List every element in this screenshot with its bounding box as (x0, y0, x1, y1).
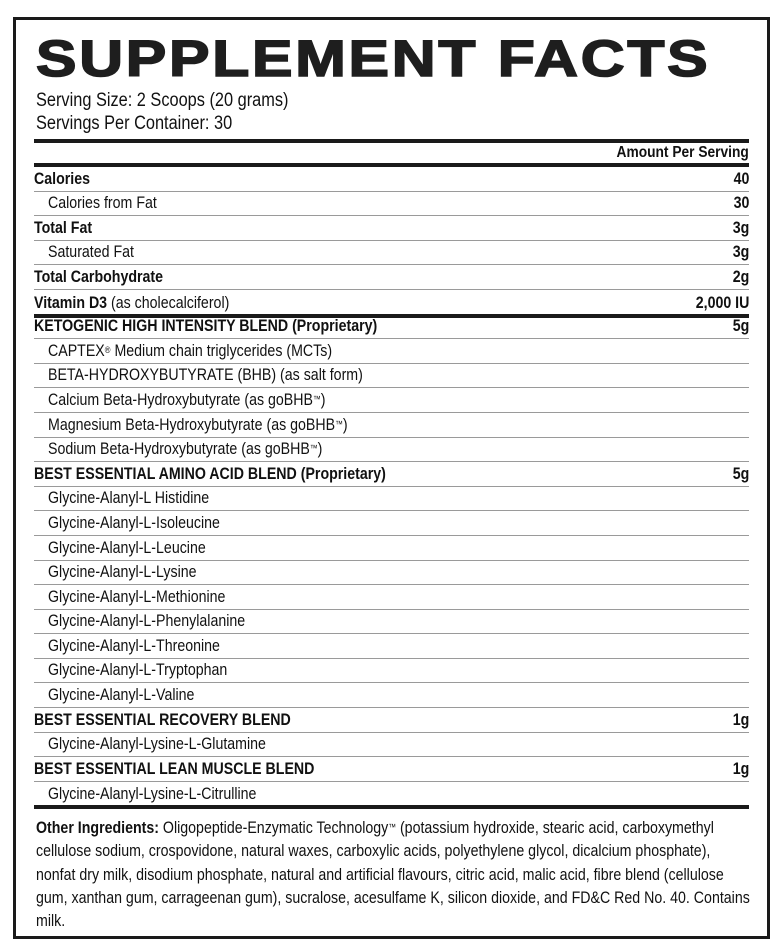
table-row (34, 782, 749, 807)
amount-per-serving-header: Amount Per Serving (616, 144, 749, 161)
row-label: Glycine-Alanyl-L-Lysine (48, 563, 197, 582)
other-ingredients (36, 817, 750, 933)
row-label: Glycine-Alanyl-L-Valine (48, 686, 195, 705)
other-ingredients-text-cont: (potassium hydroxide, stearic acid, carboxymethyl cellulose sodium, crospovidone, natural waxes, carboxylic acids, polyethylene glycol, dicalcium phosphate), nonfat dry milk, disodium phosphate, natural and artificial flavours, citric acid, malic acid, fibre blend (cellulose gum, xanthan gum, carrageenan gum), sucralose, acesulfame K, silicon dioxide, and FD&C Red No. 40. Contains milk. (36, 819, 750, 931)
panel-title: SUPPLEMENT FACTS (36, 30, 711, 87)
table-row (34, 585, 749, 610)
table-row (34, 733, 749, 758)
table-row (34, 511, 749, 536)
row-label: BEST ESSENTIAL LEAN MUSCLE BLEND (34, 759, 315, 778)
row-label: Vitamin D3 (as cholecalciferol) (34, 293, 230, 312)
table-row (34, 487, 749, 512)
table-row (34, 364, 749, 389)
table-row (34, 290, 749, 315)
row-label: CAPTEX® Medium chain triglycerides (MCTs) (48, 341, 333, 360)
trademark-symbol: ™ (312, 393, 321, 404)
row-label: Saturated Fat (48, 243, 134, 262)
table-row (34, 683, 749, 708)
row-label: Glycine-Alanyl-L-Isoleucine (48, 513, 220, 532)
divider-thick (34, 139, 749, 143)
table-row (34, 413, 749, 438)
table-row (34, 339, 749, 364)
table-row (34, 462, 749, 487)
row-label: Glycine-Alanyl-L-Tryptophan (48, 661, 228, 680)
row-amount: 2,000 IU (695, 293, 749, 312)
row-label: Glycine-Alanyl-L-Leucine (48, 538, 206, 557)
row-amount: 3g (732, 243, 749, 262)
trademark-symbol: ™ (309, 443, 318, 454)
table-row (34, 610, 749, 635)
row-amount: 2g (732, 267, 749, 286)
row-label: Glycine-Alanyl-Lysine-L-Glutamine (48, 735, 266, 754)
row-amount: 5g (732, 464, 749, 483)
table-row (34, 167, 749, 192)
table-row (34, 265, 749, 290)
table-row (34, 757, 749, 782)
table-row (34, 561, 749, 586)
row-label: Glycine-Alanyl-L Histidine (48, 489, 210, 508)
row-label: Total Carbohydrate (34, 267, 164, 286)
row-label: Total Fat (34, 218, 93, 237)
divider-thick (34, 805, 749, 809)
row-amount: 5g (732, 317, 749, 336)
facts-table (34, 167, 749, 806)
row-label: Glycine-Alanyl-L-Threonine (48, 636, 220, 655)
table-row (34, 241, 749, 266)
other-ingredients-text: Oligopeptide-Enzymatic Technology (158, 819, 389, 837)
row-amount: 30 (733, 194, 749, 213)
table-row (34, 216, 749, 241)
trademark-symbol: ® (104, 344, 111, 355)
row-label: BEST ESSENTIAL RECOVERY BLEND (34, 710, 291, 729)
row-label: Sodium Beta-Hydroxybutyrate (as goBHB™) (48, 440, 323, 459)
trademark-symbol: ™ (335, 418, 343, 429)
row-amount: 1g (732, 759, 749, 778)
trademark-symbol: ™ (388, 822, 397, 832)
table-row (34, 634, 749, 659)
row-label: KETOGENIC HIGH INTENSITY BLEND (Proprietary) (34, 317, 378, 336)
table-row (34, 388, 749, 413)
row-label: Glycine-Alanyl-L-Methionine (48, 587, 226, 606)
servings-per-container: Servings Per Container: 30 (36, 113, 233, 134)
table-row (34, 659, 749, 684)
row-label: Calories from Fat (48, 194, 157, 213)
row-label: Glycine-Alanyl-L-Phenylalanine (48, 612, 246, 631)
row-label: Magnesium Beta-Hydroxybutyrate (as goBHB™) (48, 415, 348, 434)
table-row (34, 708, 749, 733)
row-label: BEST ESSENTIAL AMINO ACID BLEND (Proprietary) (34, 464, 386, 483)
table-row (34, 536, 749, 561)
table-row (34, 315, 749, 340)
row-label: Calories (34, 169, 91, 188)
row-label: Calcium Beta-Hydroxybutyrate (as goBHB™) (48, 390, 326, 409)
row-amount: 1g (732, 710, 749, 729)
supplement-facts-panel (13, 17, 770, 939)
serving-size: Serving Size: 2 Scoops (20 grams) (36, 90, 289, 111)
row-label: BETA-HYDROXYBUTYRATE (BHB) (as salt form) (48, 366, 363, 385)
other-ingredients-label: Other Ingredients: (36, 819, 159, 837)
table-row (34, 438, 749, 463)
table-row (34, 192, 749, 217)
row-label: Glycine-Alanyl-Lysine-L-Citrulline (48, 785, 257, 804)
row-amount: 40 (733, 169, 749, 188)
row-amount: 3g (732, 218, 749, 237)
